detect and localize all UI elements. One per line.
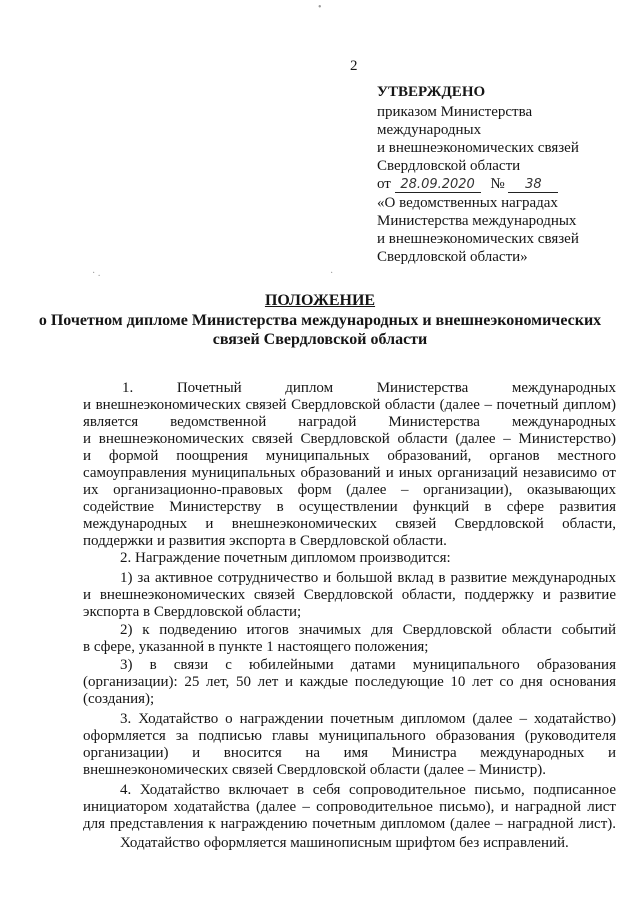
body-line: для представления к награждению почетным дипломом (далее – наградной лист). [83, 816, 616, 832]
body-line: и формой поощрения муниципальных образований, органов местного [83, 448, 616, 464]
body-line: (организации): 25 лет, 50 лет и каждые последующие 10 лет со дня основания [83, 674, 616, 690]
date-prefix: от [377, 176, 391, 192]
scan-mark: • [318, 2, 322, 13]
body-line: 1. Почетный диплом Министерства международных [122, 380, 616, 396]
body-line: 3. Ходатайство о награждении почетным дипломом (далее – ходатайство) [120, 711, 616, 727]
body-line: их организационно-правовых форм (далее – организации), оказывающих [83, 482, 616, 498]
order-title-line: «О ведомственных наградах [377, 195, 558, 211]
approval-line: и внешнеэкономических связей [377, 140, 579, 156]
body-line: и внешнеэкономических связей Свердловской области (далее – почетный диплом) [83, 397, 616, 413]
body-line: содействие Министерству в осуществлении функций в сфере развития [83, 499, 616, 515]
body-line: инициатором ходатайства (далее – сопроводительное письмо), и наградной лист [83, 799, 616, 815]
body-line: и внешнеэкономических связей Свердловской области (далее – Министерство) [83, 431, 616, 447]
number-value: 38 [508, 177, 558, 193]
body-line: организации) и вносится на имя Министра международных и [83, 745, 616, 761]
body-line: 3) в связи с юбилейными датами муниципального образования [120, 657, 616, 673]
approval-line: Свердловской области [377, 158, 521, 174]
body-line: является ведомственной наградой Министерства международных [83, 414, 616, 430]
approval-heading: УТВЕРЖДЕНО [377, 84, 486, 100]
body-line: (создания); [83, 691, 155, 707]
scan-mark: · [330, 268, 334, 279]
number-prefix: № [490, 176, 505, 192]
approval-line: международных [377, 122, 482, 138]
approval-date-row [377, 176, 558, 193]
body-line: внешнеэкономических связей Свердловской области (далее – Министр). [83, 762, 547, 778]
date-value: 28.09.2020 [395, 177, 481, 193]
body-line: 2) к подведению итогов значимых для Свердловской области событий [120, 622, 616, 638]
order-title-line: Министерства международных [377, 213, 577, 229]
body-line: Ходатайство оформляется машинописным шрифтом без исправлений. [120, 835, 569, 851]
body-line: 1) за активное сотрудничество и большой вклад в развитие международных [120, 570, 616, 586]
body-line: поддержки и развития экспорта в Свердловской области. [83, 533, 447, 549]
body-line: экспорта в Свердловской области; [83, 604, 302, 620]
order-title-line: Свердловской области» [377, 249, 528, 265]
document-subtitle: связей Свердловской области [212, 331, 428, 348]
approval-line: приказом Министерства [377, 104, 533, 120]
body-line: 4. Ходатайство включает в себя сопроводительное письмо, подписанное [120, 782, 616, 798]
body-line: 2. Награждение почетным дипломом производится: [120, 550, 451, 566]
body-line: и внешнеэкономических связей Свердловской области, поддержку и развитие [83, 587, 616, 603]
order-title-line: и внешнеэкономических связей [377, 231, 579, 247]
body-line: в сфере, указанной в пункте 1 настоящего положения; [83, 639, 429, 655]
document-subtitle: о Почетном дипломе Министерства международных и внешнеэкономических [38, 312, 602, 329]
document-title: ПОЛОЖЕНИЕ [264, 292, 376, 309]
body-line: самоуправления муниципальных образований и иных организаций независимо от [83, 465, 616, 481]
page-number: 2 [350, 58, 358, 74]
body-line: международных и внешнеэкономических связей Свердловской области, [83, 516, 616, 532]
scan-mark: · . [92, 268, 101, 279]
body-line: оформляется за подписью главы муниципального образования (руководителя [83, 728, 616, 744]
